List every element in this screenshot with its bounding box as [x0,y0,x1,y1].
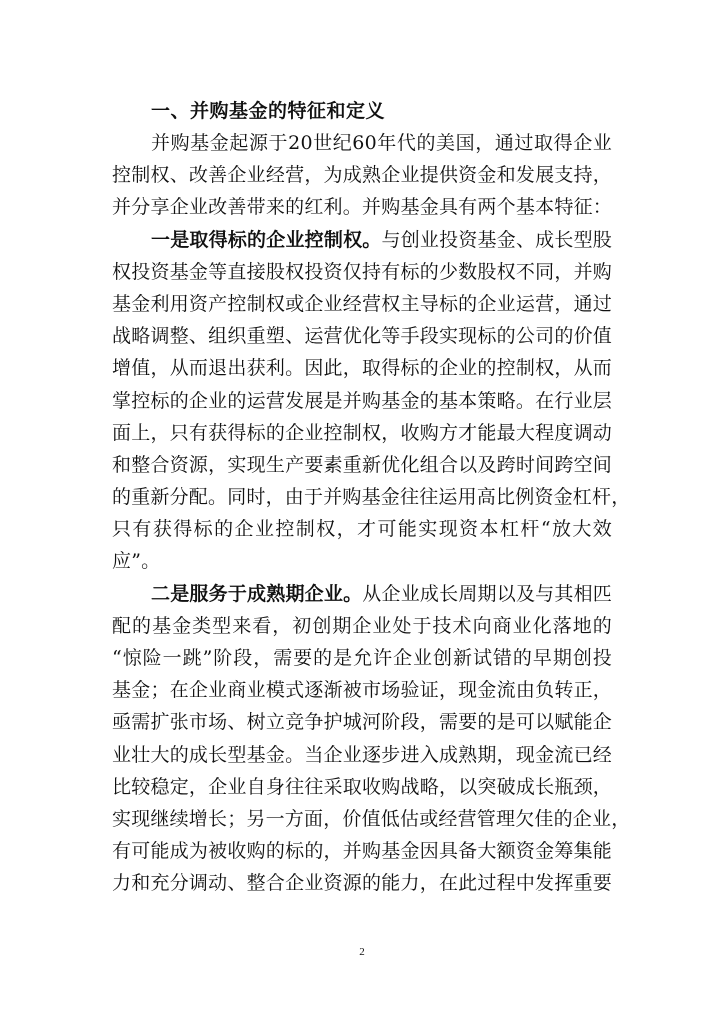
paragraph-line [112,224,612,256]
paragraph-line: 面上，只有获得标的企业控制权，收购方才能最大程度调动 [112,421,612,444]
paragraph-line: 业壮大的成长型基金。当企业逐步进入成熟期，现金流已经 [112,743,612,766]
paragraph-line: 控制权、改善企业经营，为成熟企业提供资金和发展支持， [112,164,612,187]
body-text [112,127,631,900]
page-number: 2 [359,946,365,958]
paragraph-line-rest: 从企业成长周期以及与其相匹 [362,582,612,605]
lead-sentence-2: 二是服务于成熟期企业。 [151,582,363,605]
paragraph-line: 战略调整、组织重塑、运营优化等手段实现标的公司的价值 [112,325,612,348]
paragraph-line: 并分享企业改善带来的红利。并购基金具有两个基本特征： [112,196,612,219]
paragraph-line: 比较稳定，企业自身往往采取收购战略，以突破成长瓶颈， [112,775,612,798]
lead-sentence-1: 一是取得标的企业控制权。 [151,228,382,251]
paragraph-line: 和整合资源，实现生产要素重新优化组合以及跨时间跨空间 [112,453,612,476]
paragraph-line-rest: 与创业投资基金、成长型股 [381,228,612,251]
section-heading: 一、并购基金的特征和定义 [151,100,386,122]
paragraph-line: 配的基金类型来看，初创期企业处于技术向商业化落地的 [112,614,612,637]
paragraph-line: 并购基金起源于20世纪60年代的美国，通过取得企业 [151,132,612,154]
paragraph-line [112,578,612,610]
paragraph-line: “惊险一跳”阶段，需要的是允许企业创新试错的早期创投 [112,647,612,669]
paragraph-line: 应”。 [112,550,161,573]
paragraph-line: 只有获得标的企业控制权，才可能实现资本杠杆“放大效 [112,518,612,541]
paragraph-line: 实现继续增长；另一方面，价值低估或经营管理欠佳的企业， [112,807,631,830]
paragraph-line: 力和充分调动、整合企业资源的能力，在此过程中发挥重要 [112,872,612,895]
paragraph-line: 基金；在企业商业模式逐渐被市场验证，现金流由负转正， [112,679,612,702]
paragraph-line: 权投资基金等直接股权投资仅持有标的少数股权不同，并购 [112,260,612,283]
paragraph-line: 增值，从而退出获利。因此，取得标的企业的控制权，从而 [112,357,612,380]
paragraph-line: 基金利用资产控制权或企业经营权主导标的企业运营，通过 [112,292,612,315]
paragraph-line: 掌控标的企业的运营发展是并购基金的基本策略。在行业层 [112,389,612,412]
paragraph-line: 有可能成为被收购的标的，并购基金因具备大额资金筹集能 [112,840,612,863]
paragraph-line: 的重新分配。同时，由于并购基金往往运用高比例资金杠杆， [112,486,631,509]
paragraph-line: 亟需扩张市场、树立竞争护城河阶段，需要的是可以赋能企 [112,711,612,734]
